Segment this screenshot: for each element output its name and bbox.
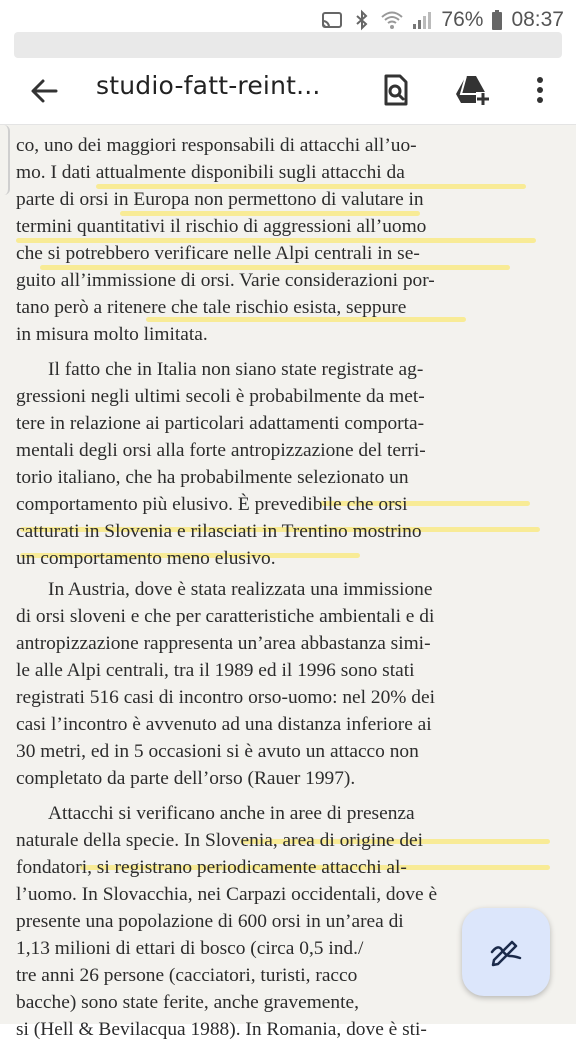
text-line: le alle Alpi centrali, tra il 1989 ed il 1996 sono stati (16, 660, 415, 681)
status-icons (321, 8, 564, 32)
cast-icon (321, 9, 343, 31)
text-line: completato da parte dell’orso (Rauer 1997). (16, 768, 356, 789)
text-line: un comportamento meno elusivo. (16, 548, 276, 569)
text-line: in misura molto limitata. (16, 324, 208, 345)
text-line: termini quantitativi il rischio di aggressioni all’uomo (16, 216, 427, 237)
clock: 08:37 (511, 8, 564, 31)
text-line: In Austria, dove è stata realizzata una immissione (48, 579, 433, 600)
text-line: 30 metri, ed in 5 occasioni si è avuto un attacco non (16, 741, 419, 762)
back-arrow-icon[interactable] (26, 73, 62, 109)
text-line: casi l’incontro è avvenuto ad una distanza inferiore ai (16, 714, 432, 735)
text-line: Attacchi si verificano anche in aree di presenza (48, 803, 415, 824)
text-line: di orsi sloveni e che per caratteristiche ambientali e di (16, 606, 435, 627)
text-line: registrati 516 casi di incontro orso-uomo: nel 20% dei (16, 687, 435, 708)
text-line: gressioni negli ultimi secoli è probabilmente da met- (16, 386, 425, 407)
text-line: co, uno dei maggiori responsabili di attacchi all’uo- (16, 135, 417, 156)
text-line: mentali degli orsi alla forte antropizzazione del terri- (16, 440, 426, 461)
text-line: mo. I dati attualmente disponibili sugli attacchi da (16, 162, 405, 183)
text-line: che si potrebbero verificare nelle Alpi centrali in se- (16, 243, 420, 264)
google-drive-add-icon[interactable] (454, 72, 490, 108)
text-line: antropizzazione rappresenta un’area abbastanza simi- (16, 633, 431, 654)
document-title: studio-fatt-reint... (96, 71, 321, 100)
text-line: parte di orsi in Europa non permettono di valutare in (16, 189, 424, 210)
text-line: si (Hell & Bevilacqua 1988). In Romania, dove è sti- (16, 1019, 427, 1040)
wifi-icon (381, 9, 403, 31)
text-line: tere in relazione ai particolari adattamenti comporta- (16, 413, 425, 434)
text-line: l’uomo. In Slovacchia, nei Carpazi occidentali, dove è (16, 884, 438, 905)
text-line: tano però a ritenere che tale rischio esista, seppure (16, 297, 407, 318)
bluetooth-icon (351, 9, 373, 31)
url-strip (14, 32, 562, 58)
text-line: torio italiano, che ha probabilmente selezionato un (16, 467, 409, 488)
text-line: catturati in Slovenia e rilasciati in Trentino mostrino (16, 521, 422, 542)
battery-icon (491, 9, 503, 31)
app-toolbar (0, 58, 576, 125)
document-page[interactable] (0, 125, 576, 1040)
text-line: tre anni 26 persone (cacciatori, turisti, racco (16, 965, 358, 986)
text-line: presente una popolazione di 600 orsi in un’area di (16, 911, 404, 932)
annotate-fab-button[interactable] (462, 908, 550, 996)
more-vert-icon[interactable] (522, 72, 558, 108)
battery-percent: 76% (441, 8, 484, 31)
text-line: 1,13 milioni di ettari di bosco (circa 0,5 ind./ (16, 938, 364, 959)
search-in-document-icon[interactable] (378, 72, 414, 108)
signal-icon (411, 9, 433, 31)
text-line: comportamento più elusivo. È prevedibile che orsi (16, 494, 408, 515)
edit-pen-icon (488, 934, 524, 970)
text-line: naturale della specie. In Slovenia, area di origine dei (16, 830, 424, 851)
text-line: bacche) sono state ferite, anche gravemente, (16, 992, 359, 1013)
text-line: Il fatto che in Italia non siano state registrate ag- (48, 359, 424, 380)
text-line: fondatori, si registrano periodicamente attacchi al- (16, 857, 407, 878)
side-drawer-handle[interactable] (0, 125, 10, 195)
text-line: guito all’immissione di orsi. Varie considerazioni por- (16, 270, 435, 291)
